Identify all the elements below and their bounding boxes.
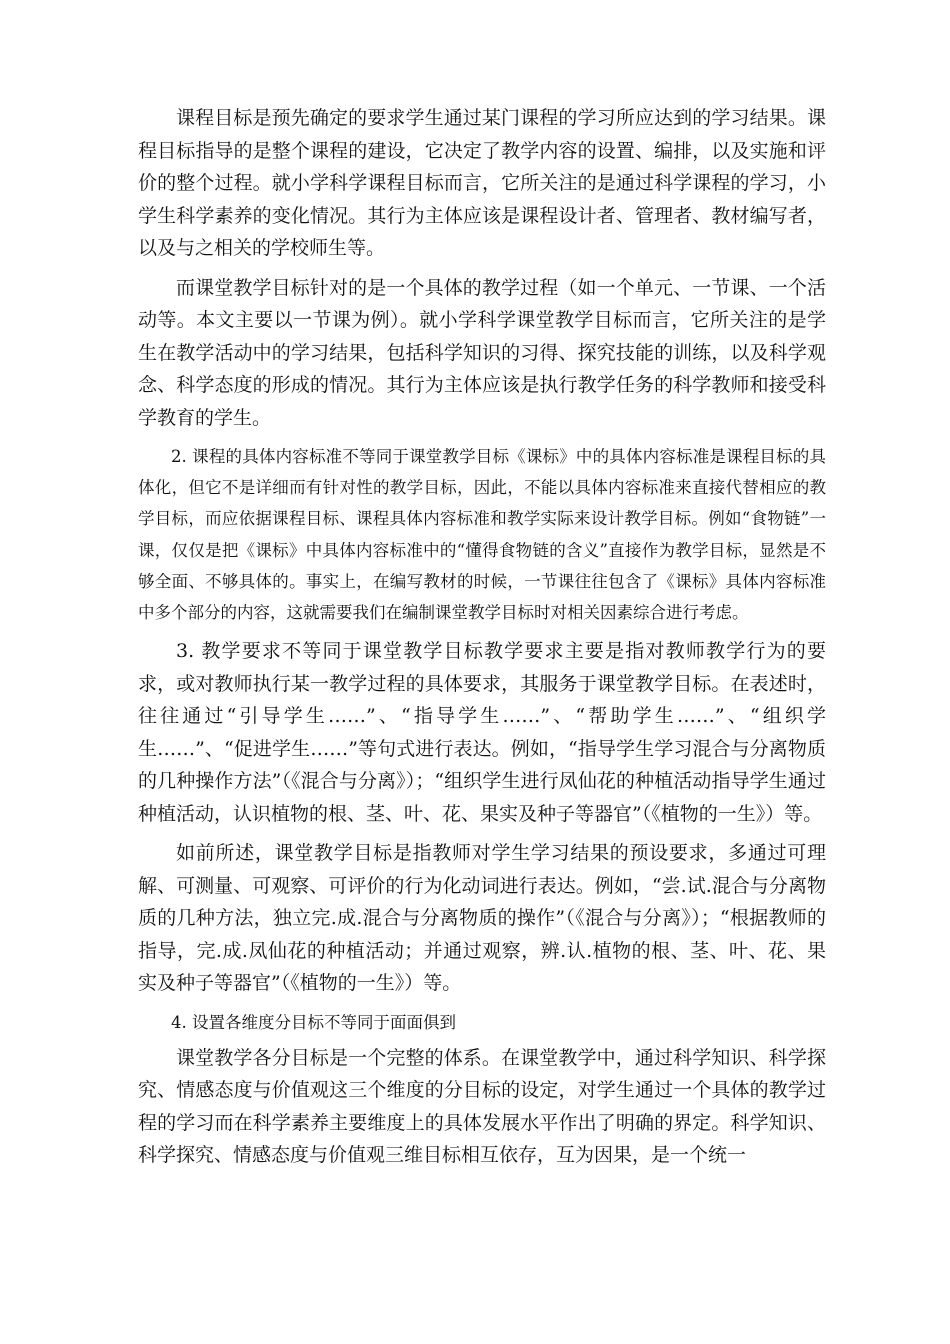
paragraph-three-dimension-goals: 课堂教学各分目标是一个完整的体系。在课堂教学中，通过科学知识、科学探究、情感态度与价值观这三个维度的分目标的设定，对学生通过一个具体的教学过程的学习而在科学素养主要维度上的具体发展水平作出了明确的界定。科学知识、科学探究、情感态度与价值观三维目标相互依存，互为因果，是一个统一	[138, 1046, 826, 1167]
paragraph-point-3-teaching-requirements: 3. 教学要求不等同于课堂教学目标教学要求主要是指对教师教学行为的要求，或对教师执行某一教学过程的具体要求，其服务于课堂教学目标。在表述时，往往通过“引导学生……”、“指导学生……”、“帮助学生……”、“组织学生……”、“促进学生……”等句式进行表达。例如，“指导学生学习混合与分离物质的几种操作方法”（《混合与分离》）；“组织学生进行凤仙花的种植活动指导学生通过种植活动，认识植物的根、茎、叶、花、果实及种子等器官”（《植物的一生》）等。	[138, 640, 826, 825]
paragraph-behavioral-verbs: 如前所述，课堂教学目标是指教师对学生学习结果的预设要求，多通过可理解、可测量、可观察、可评价的行为化动词进行表达。例如，“尝.试.混合与分离物质的几种方法，独立完.成.混合与分离物质的操作”（《混合与分离》）；“根据教师的指导，完.成.凤仙花的种植活动；并通过观察，辨.认.植物的根、茎、叶、花、果实及种子等器官”（《植物的一生》）等。	[138, 842, 826, 995]
paragraph-point-2-content-standards: 2. 课程的具体内容标准不等同于课堂教学目标《课标》中的具体内容标准是课程目标的具体化，但它不是详细而有针对性的教学目标，因此，不能以具体内容标准来直接代替相应的教学目标，而应依据课程目标、课程具体内容标准和教学实际来设计教学目标。例如“食物链”一课，仅仅是把《课标》中具体内容标准中的“懂得食物链的含义”直接作为教学目标，显然是不够全面、不够具体的。事实上，在编写教材的时候，一节课往往包含了《课标》具体内容标准中多个部分的内容，这就需要我们在编制课堂教学目标时对相关因素综合进行考虑。	[138, 447, 826, 623]
paragraph-classroom-goal-definition: 而课堂教学目标针对的是一个具体的教学过程（如一个单元、一节课、一个活动等。本文主要以一节课为例）。就小学科学课堂教学目标而言，它所关注的是学生在教学活动中的学习结果，包括科学知识的习得、探究技能的训练，以及科学观念、科学态度的形成的情况。其行为主体应该是执行教学任务的科学教师和接受科学教育的学生。	[138, 276, 826, 429]
paragraph-course-goal-definition: 课程目标是预先确定的要求学生通过某门课程的学习所应达到的学习结果。课程目标指导的是整个课程的建设，它决定了教学内容的设置、编排，以及实施和评价的整个过程。就小学科学课程目标而言，它所关注的是通过科学课程的学习，小学生科学素养的变化情况。其行为主体应该是课程设计者、管理者、教材编写者，以及与之相关的学校师生等。	[138, 107, 826, 259]
paragraph-point-4-heading: 4. 设置各维度分目标不等同于面面俱到	[171, 1012, 456, 1032]
document-page	[138, 102, 826, 1172]
